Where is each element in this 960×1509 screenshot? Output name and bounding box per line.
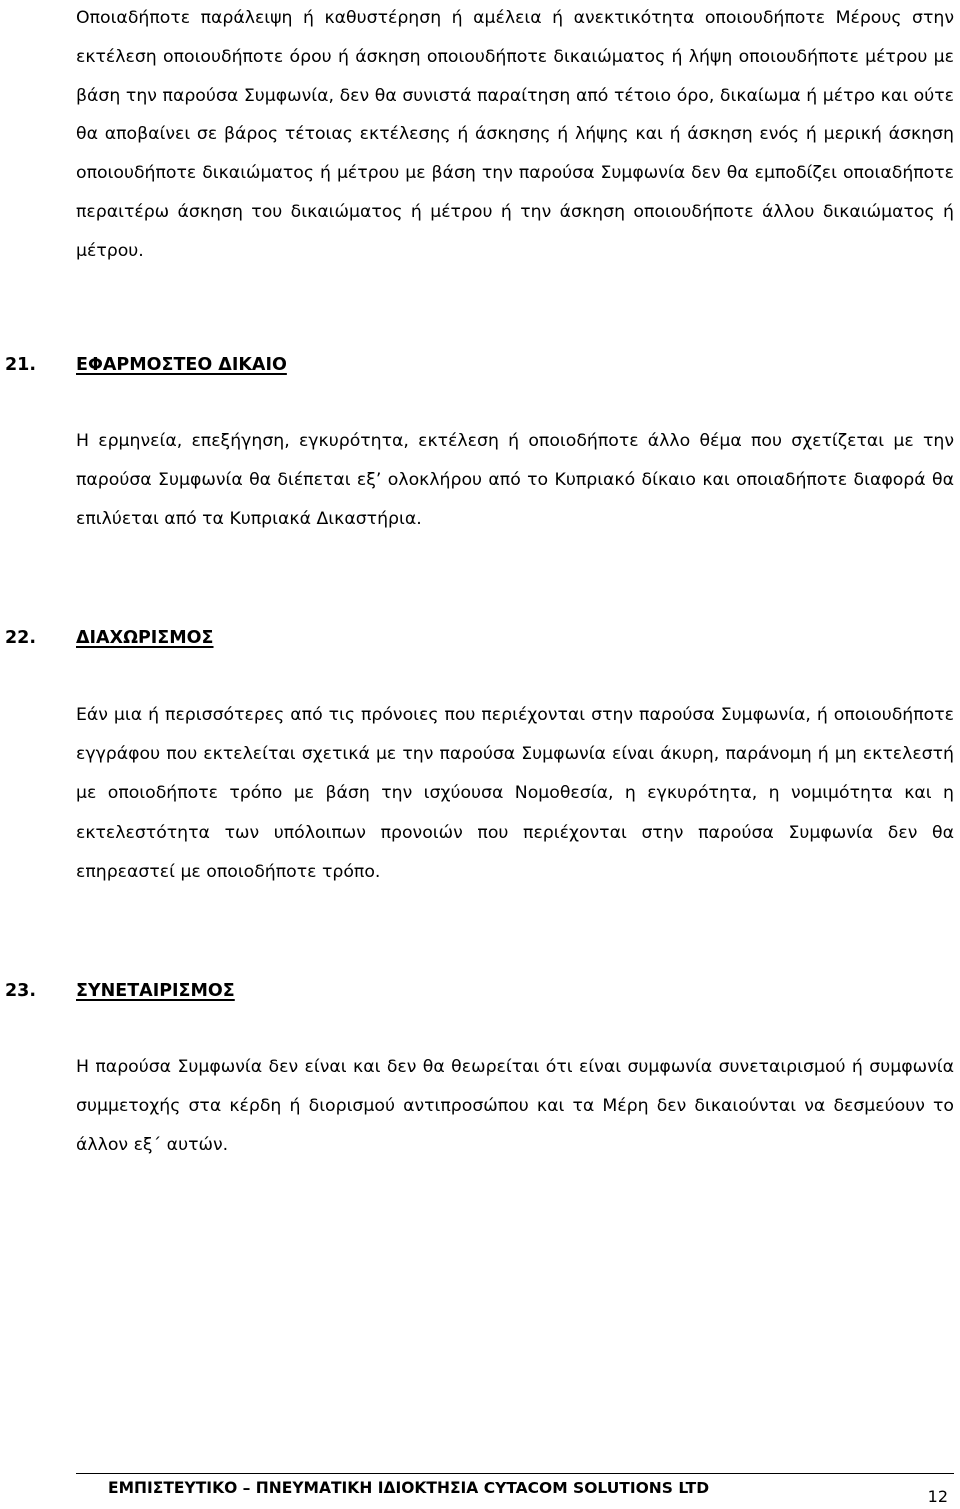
section-number: 22. <box>5 628 37 648</box>
section-number: 23. <box>5 981 37 1001</box>
section-body-23: Η παρούσα Συμφωνία δεν είναι και δεν θα θεωρείται ότι είναι συμφωνία συνεταιρισμού ή συμφωνία συμμετοχής στα κέρδη ή διορισμού αντιπροσώπου και τα Μέρη δεν δικαιούνται να δεσμεύουν το άλλον εξ΄ αυτών. <box>76 1057 954 1156</box>
page-number: 12 <box>927 1487 948 1506</box>
section-title: ΕΦΑΡΜΟΣΤΕΟ ΔΙΚΑΙΟ <box>76 355 287 375</box>
footer-divider <box>76 1473 954 1474</box>
section-body-21: Η ερμηνεία, επεξήγηση, εγκυρότητα, εκτέλεση ή οποιοδήποτε άλλο θέμα που σχετίζεται με την παρούσα Συμφωνία θα διέπεται εξ’ ολοκλήρου από το Κυπριακό δίκαιο και οποιαδήποτε διαφορά θα επιλύεται από τα Κυπριακά Δικαστήρια. <box>76 431 954 530</box>
intro-paragraph: Οποιαδήποτε παράλειψη ή καθυστέρηση ή αμέλεια ή ανεκτικότητα οποιουδήποτε Μέρους στην εκτέλεση οποιουδήποτε όρου ή άσκηση οποιουδήποτε δικαιώματος ή λήψη οποιουδήποτε μέτρου με βάση την παρούσα Συμφωνία, δεν θα συνιστά παραίτηση από τέτοιο όρο, δικαίωμα ή μέτρο και ούτε θα αποβαίνει σε βάρος τέτοιας εκτέλεσης ή άσκησης ή λήψης και ή άσκηση ενός ή μερική άσκηση οποιουδήποτε δικαιώματος ή μέτρου με βάση την παρούσα Συμφωνία δεν θα εμποδίζει οποιαδήποτε περαιτέρω άσκηση του δικαιώματος ή μέτρου ή την άσκηση οποιουδήποτε άλλου δικαιώματος ή μέτρου. <box>76 8 954 261</box>
section-heading-21 <box>5 350 287 380</box>
section-title: ΔΙΑΧΩΡΙΣΜΟΣ <box>76 628 214 648</box>
section-heading-22 <box>5 623 214 653</box>
footer-confidentiality-notice: ΕΜΠΙΣΤΕΥΤΙΚΟ – ΠΝΕΥΜΑΤΙΚΗ ΙΔΙΟΚΤΗΣΙΑ CYTACOM SOLUTIONS LTD <box>108 1479 710 1497</box>
section-title: ΣΥΝΕΤΑΙΡΙΣΜΟΣ <box>76 981 235 1001</box>
section-heading-23 <box>5 976 235 1006</box>
section-body-22: Εάν μια ή περισσότερες από τις πρόνοιες που περιέχονται στην παρούσα Συμφωνία, ή οποιουδήποτε εγγράφου που εκτελείται σχετικά με την παρούσα Συμφωνία είναι άκυρη, παράνομη ή μη εκτελεστή με οποιοδήποτε τρόπο με βάση την ισχύουσα Νομοθεσία, η εγκυρότητα, η νομιμότητα και η εκτελεστότητα των υπόλοιπων προνοιών που περιέχονται στην παρούσα Συμφωνία δεν θα επηρεαστεί με οποιοδήποτε τρόπο. <box>76 705 954 882</box>
section-number: 21. <box>5 355 37 375</box>
